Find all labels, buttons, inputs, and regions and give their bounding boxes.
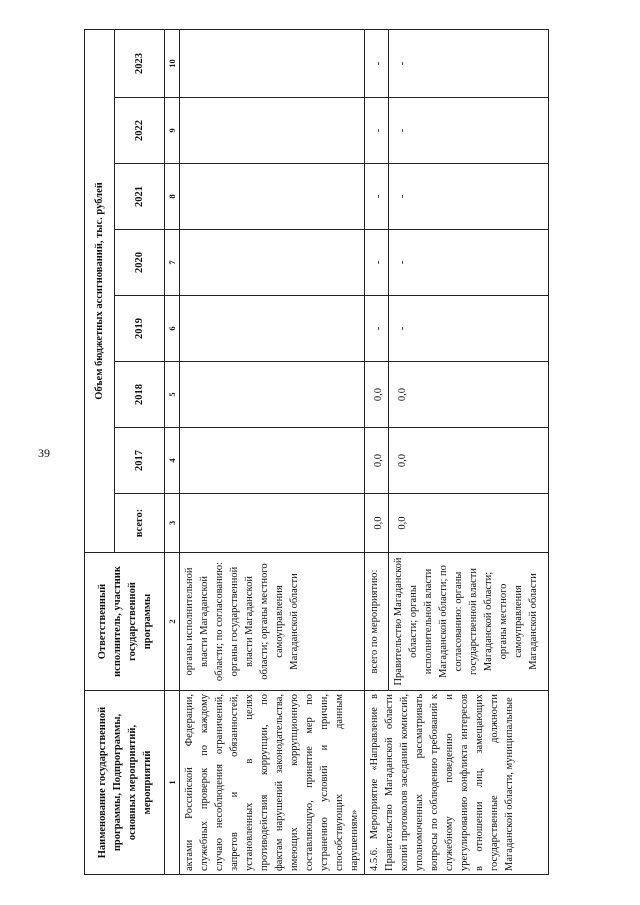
header-year: 2020 (115, 230, 165, 296)
rotated-table-frame (84, 30, 630, 875)
row1-responsible: органы исполнительной власти Магаданской области; по согласованию: органы государственной власти Магаданской области; органы местного самоуправления Магаданской области (180, 553, 365, 691)
cell-value: - (389, 230, 549, 296)
cell-value: - (389, 164, 549, 230)
header-responsible: Ответственный исполнитель, участник государственной программы (85, 553, 165, 691)
cell-value: 0,0 (389, 428, 549, 494)
header-year: 2022 (115, 98, 165, 164)
column-number: 5 (165, 362, 180, 428)
header-year: 2021 (115, 164, 165, 230)
cell-value: 0,0 (389, 494, 549, 553)
column-number: 9 (165, 98, 180, 164)
cell-value: - (365, 29, 389, 97)
header-total: всего: (115, 494, 165, 553)
column-number: 1 (165, 691, 180, 875)
column-number: 7 (165, 230, 180, 296)
column-number: 3 (165, 494, 180, 553)
cell-value: 0,0 (389, 362, 549, 428)
header-year: 2023 (115, 29, 165, 97)
row2-total-label: всего по мероприятию: (365, 553, 389, 691)
cell-value: - (365, 98, 389, 164)
table-row (180, 29, 365, 874)
header-year: 2019 (115, 296, 165, 362)
cell-value: 0,0 (365, 362, 389, 428)
column-number-row (165, 29, 180, 874)
row2-responsible: Правительство Магаданской области; органы исполнительной власти Магаданской области; по согласованию: органы государственной власти Магаданской области; органы местного самоуправления Магаданской области (389, 553, 549, 691)
cell-value: 0,0 (365, 494, 389, 553)
cell-value: - (389, 98, 549, 164)
column-number: 8 (165, 164, 180, 230)
table-row-total (365, 29, 389, 874)
header-name: Наименование государственной программы, Подпрограммы, основных мероприятий, мероприятий (85, 691, 165, 875)
cell-value: - (365, 230, 389, 296)
header-row-top (85, 29, 115, 874)
page-number: 39 (38, 446, 50, 460)
cell-value: - (365, 296, 389, 362)
column-number: 4 (165, 428, 180, 494)
column-number: 10 (165, 29, 180, 97)
cell-value: 0,0 (365, 428, 389, 494)
budget-table (84, 29, 549, 875)
column-number: 2 (165, 553, 180, 691)
header-year: 2018 (115, 362, 165, 428)
cell-value: - (389, 29, 549, 97)
header-year: 2017 (115, 428, 165, 494)
column-number: 6 (165, 296, 180, 362)
cell-value: - (389, 296, 549, 362)
row2-name: 4.5.6. Мероприятие «Направление в Правительство Магаданской области копий протоколов заседаний комиссий, уполномоченных рассматривать вопросы по соблюдению требований к служебному поведению и урегулированию конфликта интересов в отношении лиц, замещающих государственные должности Магаданской области, муниципальные (365, 691, 549, 875)
row1-name: актами Российской Федерации, служебных проверок по каждому случаю несоблюдения ограничений, запретов и обязанностей, установленных в целях противодействия коррупции, по фактам нарушений законодательства, имеющих коррупционную составляющую, принятие мер по устранению условий и причин, способствующих данным нарушениям» (180, 691, 365, 875)
header-volume: Объем бюджетных ассигнований, тыс. рублей (85, 29, 115, 552)
cell-value: - (365, 164, 389, 230)
